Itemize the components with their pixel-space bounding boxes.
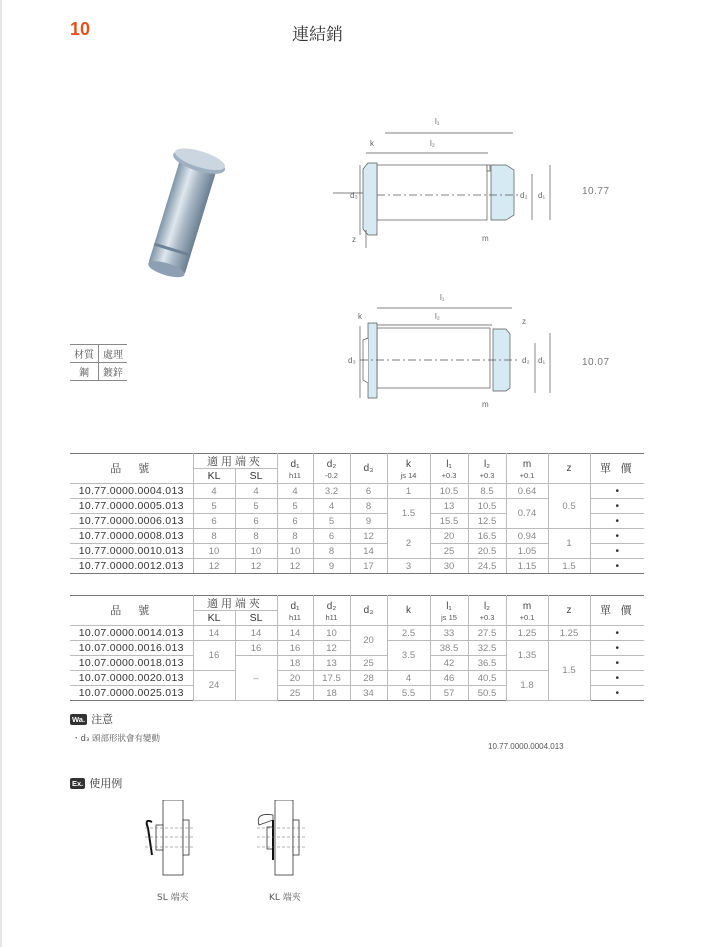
page-number: 10 <box>70 19 91 39</box>
table-row <box>70 626 644 641</box>
kl-value: 6 <box>193 514 235 529</box>
d2-value: 8 <box>313 544 350 559</box>
l2-value: 27.5 <box>468 626 506 641</box>
part-number-header: 品 號 <box>70 454 193 484</box>
kl-value: 4 <box>193 484 235 499</box>
svg-text:m: m <box>482 234 489 243</box>
l2-value: 32.5 <box>468 641 506 656</box>
l1-value: 57 <box>430 686 468 701</box>
kl-header: KL <box>193 469 235 484</box>
m-value: 1.25 <box>506 626 548 641</box>
d2-value: 10 <box>313 626 350 641</box>
m-value: 1.35 <box>506 641 548 671</box>
clevis-pin-photo <box>134 140 234 290</box>
l2-value: 24.5 <box>468 559 506 574</box>
part-number: 10.07.0000.0014.013 <box>70 626 193 641</box>
l1-header: l₁ +0.3 <box>430 454 468 484</box>
svg-text:l₂: l₂ <box>430 139 435 148</box>
l2-value: 50.5 <box>468 686 506 701</box>
svg-text:d₁: d₁ <box>538 356 546 365</box>
table-row <box>70 484 644 499</box>
m-header: m +0.1 <box>506 454 548 484</box>
example-heading <box>70 775 122 791</box>
l2-value: 8.5 <box>468 484 506 499</box>
part-number: 10.77.0000.0004.013 <box>70 484 193 499</box>
l1-value: 38.5 <box>430 641 468 656</box>
d3-value: 20 <box>350 626 387 656</box>
kl-value: 16 <box>193 641 235 671</box>
series-code-10-07: 10.07 <box>582 357 610 368</box>
price-value: • <box>590 529 644 544</box>
d2-header: d₂ -0.2 <box>313 454 350 484</box>
l1-value: 33 <box>430 626 468 641</box>
d2-value: 13 <box>313 656 350 671</box>
sl-value: 10 <box>235 544 277 559</box>
d1-value: 16 <box>277 641 313 656</box>
price-value: • <box>590 559 644 574</box>
d1-value: 20 <box>277 671 313 686</box>
d2-value: 18 <box>313 686 350 701</box>
series-code-10-77: 10.77 <box>582 186 610 197</box>
kl-value: 12 <box>193 559 235 574</box>
d2-value: 5 <box>313 514 350 529</box>
page-edge <box>0 0 2 947</box>
svg-text:d₁: d₁ <box>538 191 546 200</box>
d2-value: 17.5 <box>313 671 350 686</box>
k-value: 5.5 <box>387 686 430 701</box>
sl-clip-label: SL 端夾 <box>157 893 189 903</box>
l2-header: l₂ +0.3 <box>468 596 506 626</box>
price-header: 單 價 <box>590 454 644 484</box>
kl-header: KL <box>193 611 235 626</box>
sl-value: 8 <box>235 529 277 544</box>
l1-header: l₁ js 15 <box>430 596 468 626</box>
l1-value: 20 <box>430 529 468 544</box>
treatment-value: 鍍鋅 <box>99 363 128 381</box>
kl-value: 14 <box>193 626 235 641</box>
d1-header: d₁ h11 <box>277 596 313 626</box>
part-number: 10.77.0000.0008.013 <box>70 529 193 544</box>
kl-clip-illustration <box>245 800 325 880</box>
sl-value: 6 <box>235 514 277 529</box>
d3-value: 28 <box>350 671 387 686</box>
d3-value: 12 <box>350 529 387 544</box>
price-value: • <box>590 499 644 514</box>
k-value: 3.5 <box>387 641 430 671</box>
d2-value: 4 <box>313 499 350 514</box>
l1-value: 46 <box>430 671 468 686</box>
kl-clip-label: KL 端夾 <box>269 893 301 903</box>
material-table <box>70 344 127 381</box>
part-number: 10.07.0000.0016.013 <box>70 641 193 656</box>
d1-value: 25 <box>277 686 313 701</box>
d2-value: 9 <box>313 559 350 574</box>
m-value: 0.94 <box>506 529 548 544</box>
l2-header: l₂ +0.3 <box>468 454 506 484</box>
l1-value: 42 <box>430 656 468 671</box>
part-number-header: 品 號 <box>70 596 193 626</box>
note-example-code: 10.77.0000.0004.013 <box>488 742 564 751</box>
example-badge-icon: Ex. <box>72 778 84 788</box>
price-value: • <box>590 671 644 686</box>
m-value: 1.05 <box>506 544 548 559</box>
svg-text:d₂: d₂ <box>522 356 530 365</box>
d1-value: 8 <box>277 529 313 544</box>
price-value: • <box>590 626 644 641</box>
l1-value: 15.5 <box>430 514 468 529</box>
page-title: 連結銷 <box>292 25 343 45</box>
l2-value: 16.5 <box>468 529 506 544</box>
clip-header: 適用端夾 <box>193 454 277 469</box>
sl-value: 5 <box>235 499 277 514</box>
d1-value: 14 <box>277 626 313 641</box>
material-header: 材質 <box>70 345 99 363</box>
sl-header: SL <box>235 469 277 484</box>
l2-value: 36.5 <box>468 656 506 671</box>
z-value: 1.5 <box>548 559 590 574</box>
spec-table-10-07 <box>70 595 644 701</box>
z-value: 1.5 <box>548 641 590 701</box>
z-header: z <box>548 454 590 484</box>
m-value: 0.74 <box>506 499 548 529</box>
l2-value: 12.5 <box>468 514 506 529</box>
price-value: • <box>590 656 644 671</box>
price-value: • <box>590 686 644 701</box>
l1-value: 30 <box>430 559 468 574</box>
sl-clip-illustration <box>130 800 210 880</box>
m-value: 1.8 <box>506 671 548 701</box>
label-l1: l₁ <box>435 117 440 126</box>
svg-text:d₃: d₃ <box>348 356 356 365</box>
d1-value: 6 <box>277 514 313 529</box>
price-value: • <box>590 514 644 529</box>
spec-table-10-77 <box>70 453 644 574</box>
part-number: 10.07.0000.0025.013 <box>70 686 193 701</box>
l2-value: 10.5 <box>468 499 506 514</box>
svg-text:d₃: d₃ <box>350 191 358 200</box>
part-number: 10.77.0000.0006.013 <box>70 514 193 529</box>
kl-value: 5 <box>193 499 235 514</box>
kl-value: 8 <box>193 529 235 544</box>
d3-value: 17 <box>350 559 387 574</box>
sl-value: 4 <box>235 484 277 499</box>
price-value: • <box>590 544 644 559</box>
l2-value: 40.5 <box>468 671 506 686</box>
note-title: 注意 <box>91 713 114 726</box>
price-value: • <box>590 641 644 656</box>
k-value: 3 <box>387 559 430 574</box>
svg-text:z: z <box>522 317 526 326</box>
svg-text:m: m <box>482 400 489 409</box>
svg-text:l₁: l₁ <box>440 293 445 302</box>
d3-header: d₃ <box>350 596 387 626</box>
z-value: 1.25 <box>548 626 590 641</box>
k-value: 4 <box>387 671 430 686</box>
sl-value: 12 <box>235 559 277 574</box>
d1-value: 10 <box>277 544 313 559</box>
d1-value: 12 <box>277 559 313 574</box>
note-heading <box>70 711 113 727</box>
z-value: 1 <box>548 529 590 559</box>
material-value: 鋼 <box>70 363 99 381</box>
price-header: 單 價 <box>590 596 644 626</box>
kl-value: 10 <box>193 544 235 559</box>
dimension-drawing-10-07 <box>330 288 560 413</box>
dimension-drawing-10-77 <box>330 108 560 248</box>
k-value: 1.5 <box>387 499 430 529</box>
d3-value: 6 <box>350 484 387 499</box>
svg-text:d₂: d₂ <box>520 191 528 200</box>
d3-value: 14 <box>350 544 387 559</box>
sl-header: SL <box>235 611 277 626</box>
l1-value: 13 <box>430 499 468 514</box>
d2-value: 3.2 <box>313 484 350 499</box>
l1-value: 10.5 <box>430 484 468 499</box>
sl-value: – <box>235 656 277 701</box>
kl-value: 24 <box>193 671 235 701</box>
note-text: ・d₃ 頭部形狀會有變動 <box>72 734 161 744</box>
m-header: m +0.1 <box>506 596 548 626</box>
sl-value: 16 <box>235 641 277 656</box>
k-value: 2 <box>387 529 430 559</box>
d1-header: d₁ h11 <box>277 454 313 484</box>
k-header: k <box>387 596 430 626</box>
d1-value: 5 <box>277 499 313 514</box>
treatment-header: 處理 <box>99 345 128 363</box>
d3-value: 8 <box>350 499 387 514</box>
table-row <box>70 559 644 574</box>
part-number: 10.77.0000.0005.013 <box>70 499 193 514</box>
clip-header: 適用端夾 <box>193 596 277 611</box>
d2-header: d₂ h11 <box>313 596 350 626</box>
svg-text:z: z <box>352 235 356 244</box>
d3-header: d₃ <box>350 454 387 484</box>
l1-value: 25 <box>430 544 468 559</box>
part-number: 10.07.0000.0020.013 <box>70 671 193 686</box>
svg-text:k: k <box>370 139 374 148</box>
table-row <box>70 529 644 544</box>
k-value: 1 <box>387 484 430 499</box>
m-value: 1.15 <box>506 559 548 574</box>
m-value: 0.64 <box>506 484 548 499</box>
price-value: • <box>590 484 644 499</box>
d1-value: 4 <box>277 484 313 499</box>
d3-value: 9 <box>350 514 387 529</box>
l2-value: 20.5 <box>468 544 506 559</box>
z-header: z <box>548 596 590 626</box>
d1-value: 18 <box>277 656 313 671</box>
k-value: 2.5 <box>387 626 430 641</box>
warning-badge-icon: Wa. <box>72 714 86 724</box>
sl-value: 14 <box>235 626 277 641</box>
d2-value: 6 <box>313 529 350 544</box>
d2-value: 12 <box>313 641 350 656</box>
d3-value: 25 <box>350 656 387 671</box>
part-number: 10.77.0000.0012.013 <box>70 559 193 574</box>
part-number: 10.77.0000.0010.013 <box>70 544 193 559</box>
example-title: 使用例 <box>89 777 123 790</box>
z-value: 0.5 <box>548 484 590 529</box>
k-header: k js 14 <box>387 454 430 484</box>
svg-text:l₂: l₂ <box>435 312 440 321</box>
svg-text:k: k <box>358 312 362 321</box>
part-number: 10.07.0000.0018.013 <box>70 656 193 671</box>
d3-value: 34 <box>350 686 387 701</box>
